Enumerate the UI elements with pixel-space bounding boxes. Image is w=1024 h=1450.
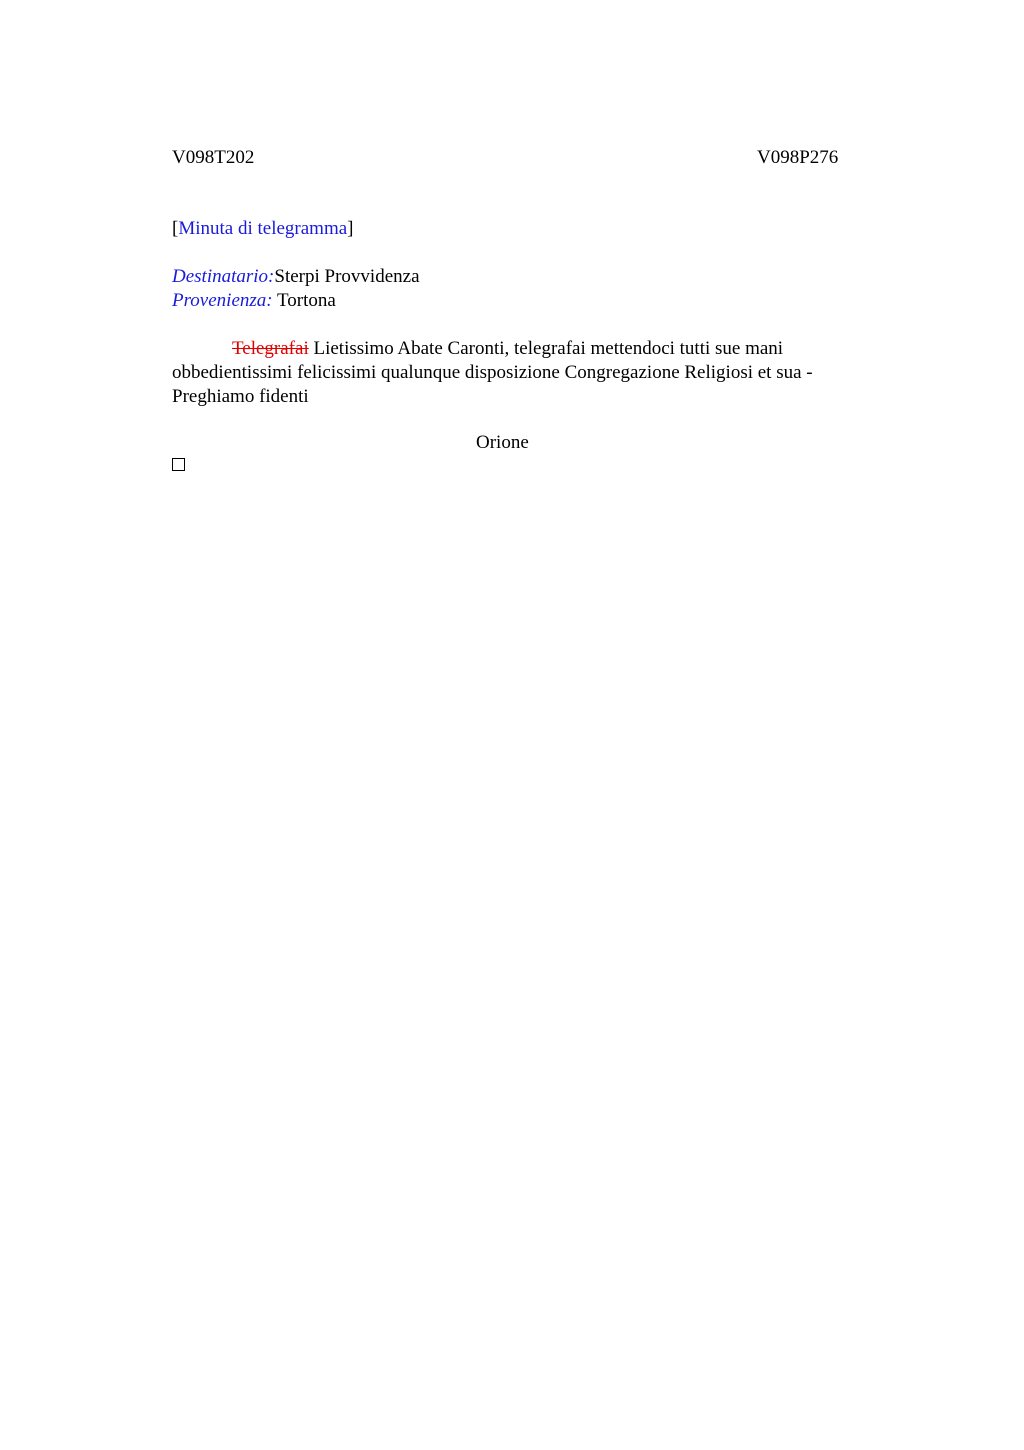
origin-line bbox=[172, 289, 420, 313]
document-type-heading bbox=[172, 217, 354, 241]
document-code-right: V098P276 bbox=[757, 147, 839, 168]
telegram-body bbox=[172, 337, 872, 409]
square-outline-icon bbox=[172, 458, 185, 471]
document-code-left: V098T202 bbox=[172, 147, 255, 168]
recipient-label: Destinatario: bbox=[172, 266, 275, 287]
document-metadata bbox=[172, 265, 420, 313]
bracket-open: [ bbox=[172, 218, 179, 239]
recipient-line bbox=[172, 265, 420, 289]
telegram-text: Lietissimo Abate Caronti, telegrafai mettendoci tutti sue mani obbedientissimi felicissimi qualunque disposizione Congregazione Religiosi et sua - Preghiamo fidenti bbox=[172, 338, 813, 407]
bracket-close: ] bbox=[347, 218, 354, 239]
origin-label: Provenienza: bbox=[172, 290, 273, 311]
document-type-label: Minuta di telegramma bbox=[178, 218, 348, 239]
deleted-word: Telegrafai bbox=[232, 338, 309, 359]
recipient-value: Sterpi Provvidenza bbox=[274, 266, 420, 287]
signature: Orione bbox=[476, 432, 529, 453]
origin-value: Tortona bbox=[277, 290, 336, 311]
